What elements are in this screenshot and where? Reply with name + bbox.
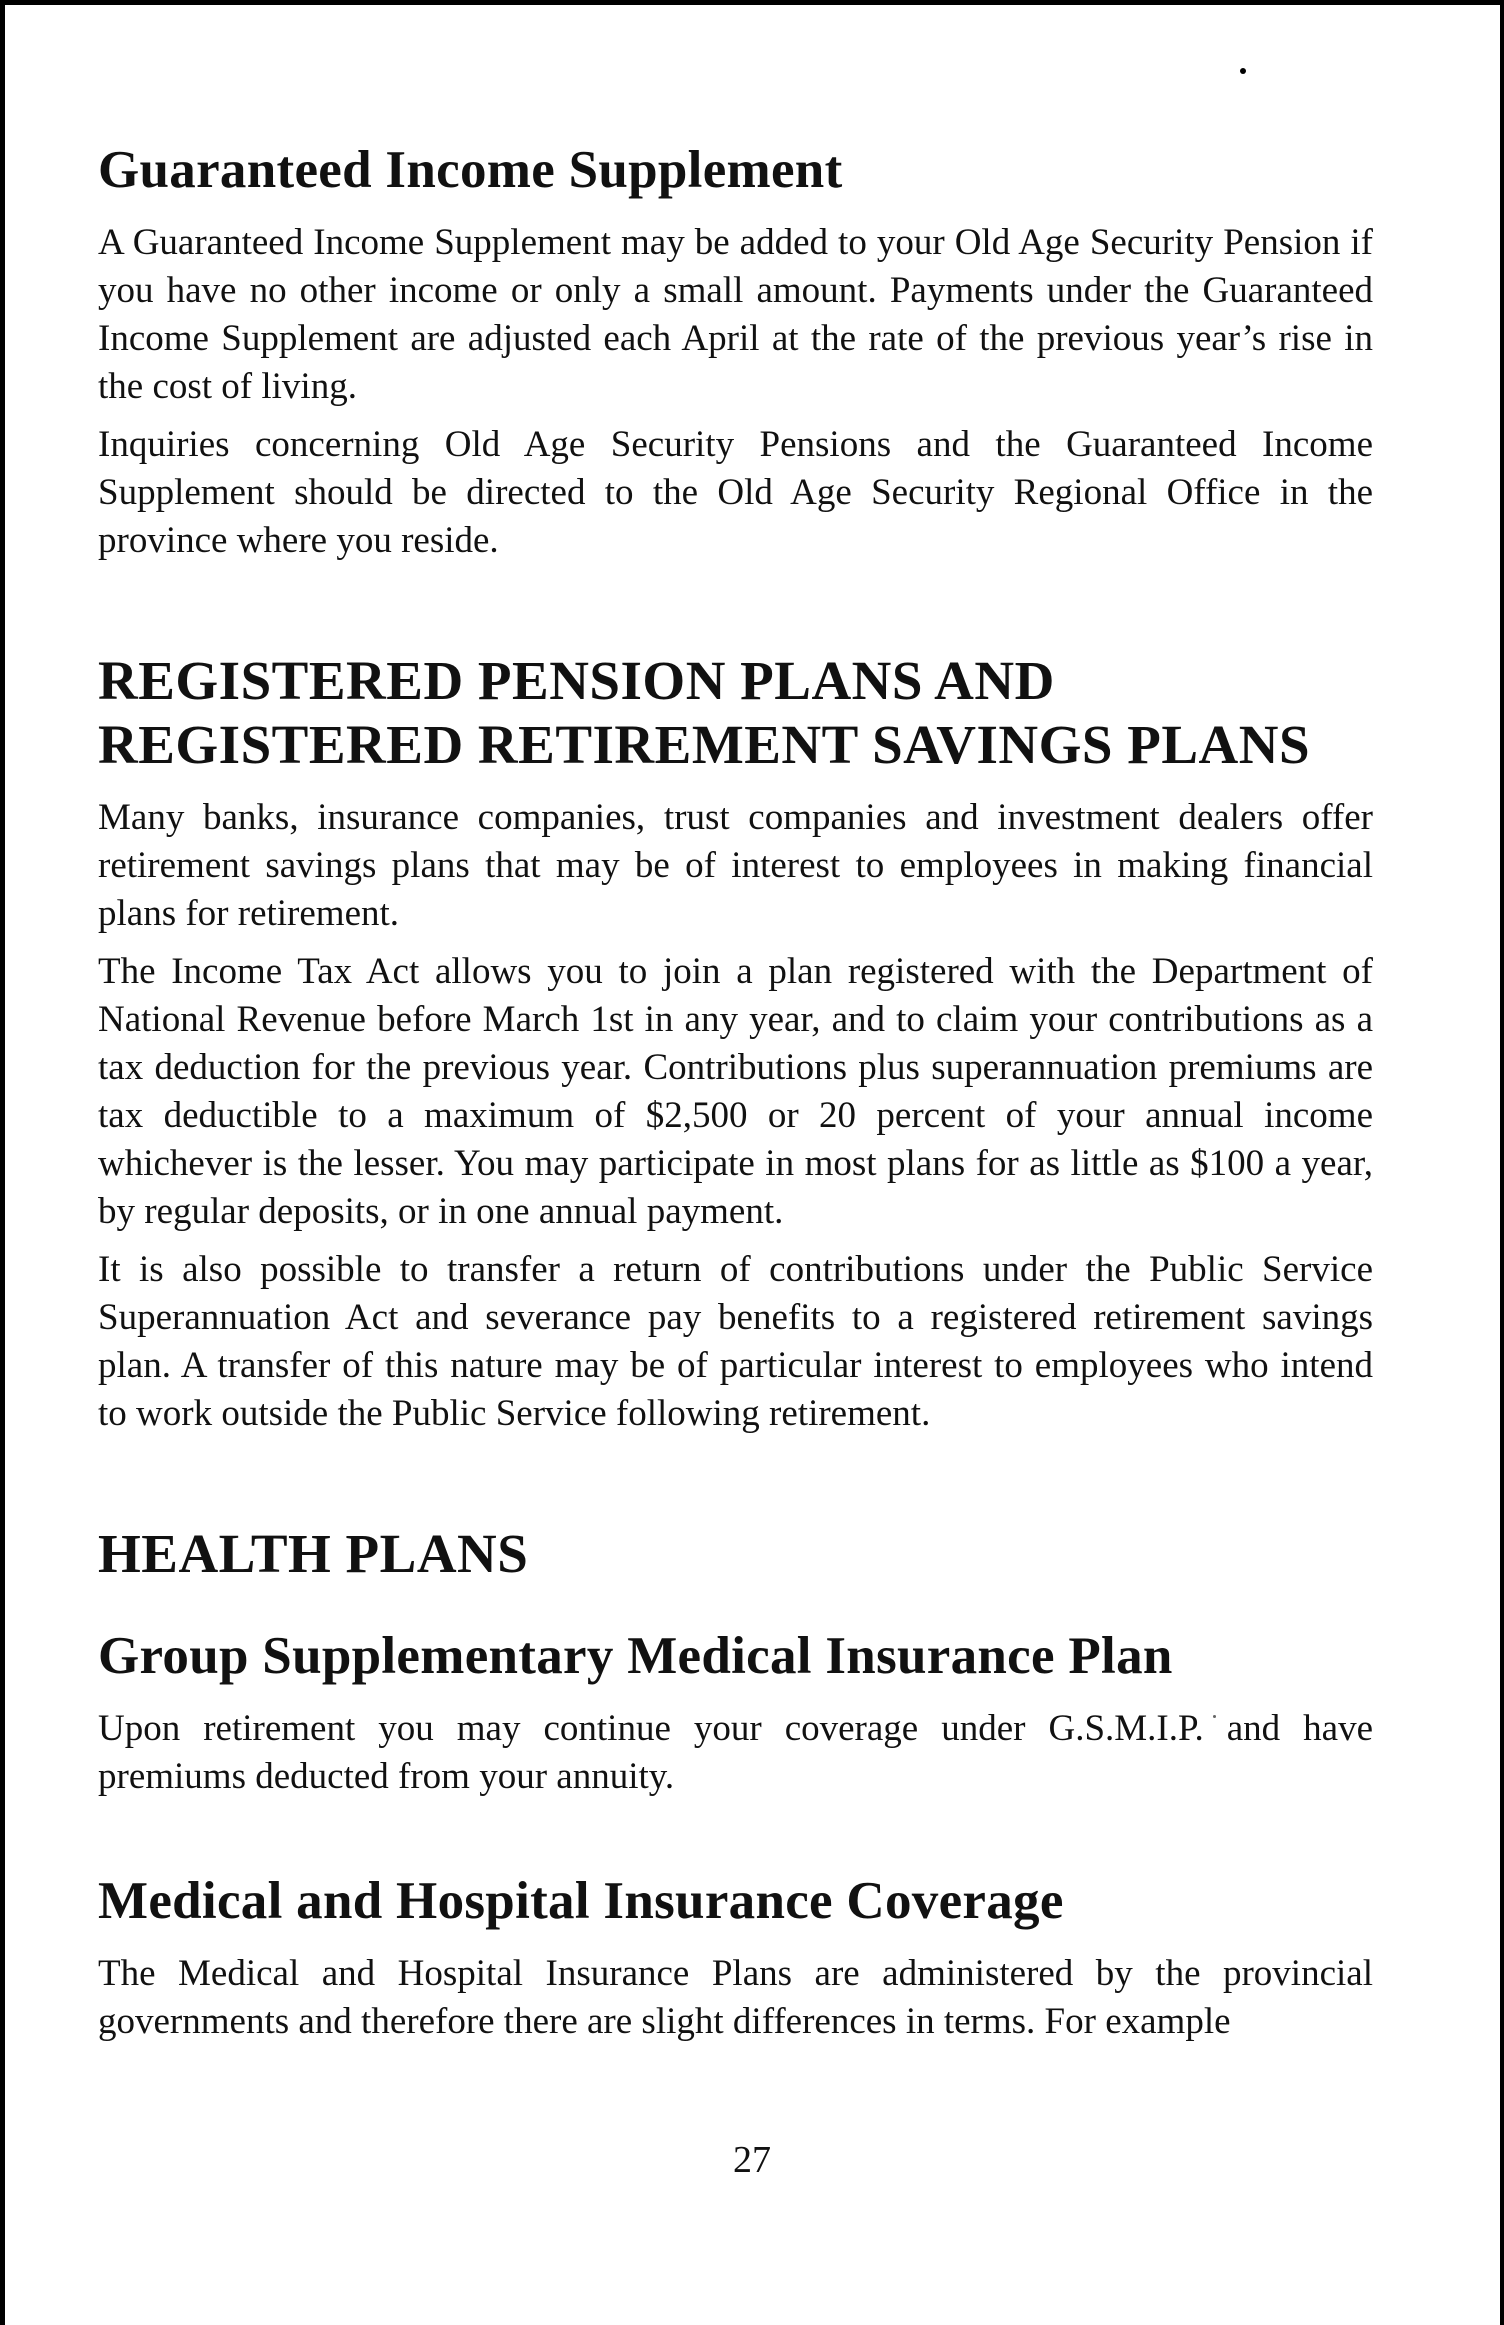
paragraph: The Medical and Hospital Insurance Plans are administered by the provincial governments and therefore there are slight differences in terms. For example bbox=[98, 1952, 1373, 2042]
section-heading: REGISTERED PENSION PLANS AND REGISTERED RETIREMENT SAVINGS PLANS bbox=[98, 649, 1311, 776]
paragraph: A Guaranteed Income Supplement may be added to your Old Age Security Pension if you have no other income or only a small amount. Payments under the Guaranteed Income Supplement are adjusted each April at the rate of the previous year’s rise in the cost of living. bbox=[98, 221, 1373, 407]
section-registered-plans bbox=[98, 649, 1373, 1438]
section-heading: HEALTH PLANS bbox=[98, 1522, 529, 1584]
section-heading: Guaranteed Income Supplement bbox=[98, 141, 843, 199]
paragraph: It is also possible to transfer a return of contributions under the Public Service Superannuation Act and severance pay benefits to a registered retirement savings plan. A transfer of this nature may be of particular interest to employees who intend to work outside the Public Service following retirement. bbox=[98, 1248, 1373, 1434]
subsection-heading: Group Supplementary Medical Insurance Plan bbox=[98, 1626, 1173, 1685]
section-guaranteed-income-supplement bbox=[98, 140, 1373, 565]
scan-speck bbox=[1240, 68, 1246, 74]
paragraph: Inquiries concerning Old Age Security Pensions and the Guaranteed Income Supplement should be directed to the Old Age Security Regional Office in the province where you reside. bbox=[98, 423, 1373, 561]
subsection-heading: Medical and Hospital Insurance Coverage bbox=[98, 1871, 1064, 1930]
section-health-plans bbox=[98, 1522, 1373, 2046]
paragraph: Upon retirement you may continue your coverage under G.S.M.I.P. and have premiums deducted from your annuity. bbox=[98, 1707, 1373, 1797]
paragraph: Many banks, insurance companies, trust companies and investment dealers offer retirement savings plans that may be of interest to employees in making financial plans for retirement. bbox=[98, 796, 1373, 934]
page-number: 27 bbox=[733, 2139, 771, 2181]
paragraph: The Income Tax Act allows you to join a plan registered with the Department of National Revenue before March 1st in any year, and to claim your contributions as a tax deduction for the previous year. Contributions plus superannuation premiums are tax deductible to a maximum of $2,500 or 20 percent of your annual income whichever is the lesser. You may participate in most plans for as little as $100 a year, by regular deposits, or in one annual payment. bbox=[98, 950, 1373, 1232]
page-content bbox=[98, 140, 1373, 2056]
